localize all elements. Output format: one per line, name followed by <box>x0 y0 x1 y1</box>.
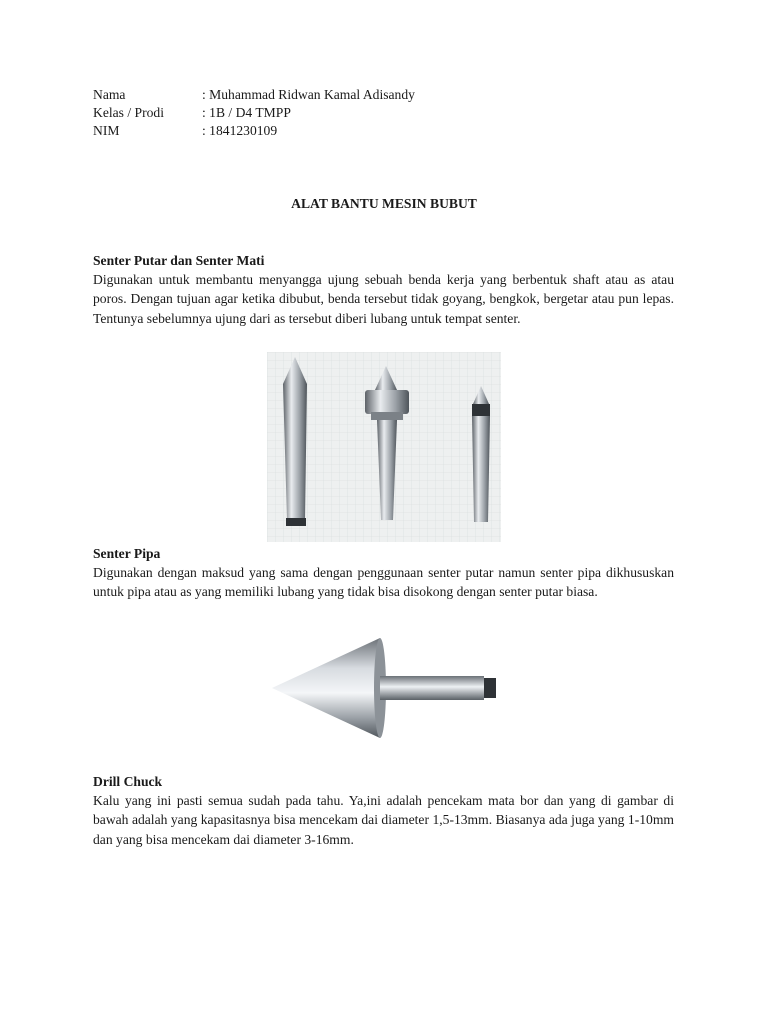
identity-label: Nama <box>93 87 126 102</box>
senter-pipa-image <box>268 636 500 740</box>
section-heading-senter-putar: Senter Putar dan Senter Mati <box>93 253 265 268</box>
senter-putar-mati-image <box>267 352 501 542</box>
identity-value: : Muhammad Ridwan Kamal Adisandy <box>202 87 415 102</box>
section-body-drill-chuck: Kalu yang ini pasti semua sudah pada tahu. Ya,ini adalah pencekam mata bor dan yang di gambar di bawah adalah yang kapasitasnya bisa mencekam dai diameter 1,5-13mm. Biasanya ada juga yang 1-10mm dan yang bisa mencekam dai diameter 3-16mm. <box>93 793 674 847</box>
section-heading-drill-chuck: Drill Chuck <box>93 774 163 789</box>
section-heading-senter-pipa: Senter Pipa <box>93 546 161 561</box>
section-body-senter-putar: Digunakan untuk membantu menyangga ujung sebuah benda kerja yang berbentuk shaft atau as atau poros. Dengan tujuan agar ketika dibubut, benda tersebut tidak goyang, bengkok, bergetar atau pun lepas. Tentunya sebelumnya ujung dari as tersebut diberi lubang untuk tempat senter. <box>93 272 674 326</box>
identity-value: : 1841230109 <box>202 123 278 138</box>
identity-value: : 1B / D4 TMPP <box>202 105 291 120</box>
identity-label: Kelas / Prodi <box>93 105 164 120</box>
section-body-senter-pipa: Digunakan dengan maksud yang sama dengan penggunaan senter putar namun senter pipa dikhususkan untuk pipa atau as yang memiliki lubang yang tidak bisa disokong dengan senter putar biasa. <box>93 565 674 600</box>
identity-label: NIM <box>93 123 120 138</box>
document-title: ALAT BANTU MESIN BUBUT <box>291 196 477 211</box>
